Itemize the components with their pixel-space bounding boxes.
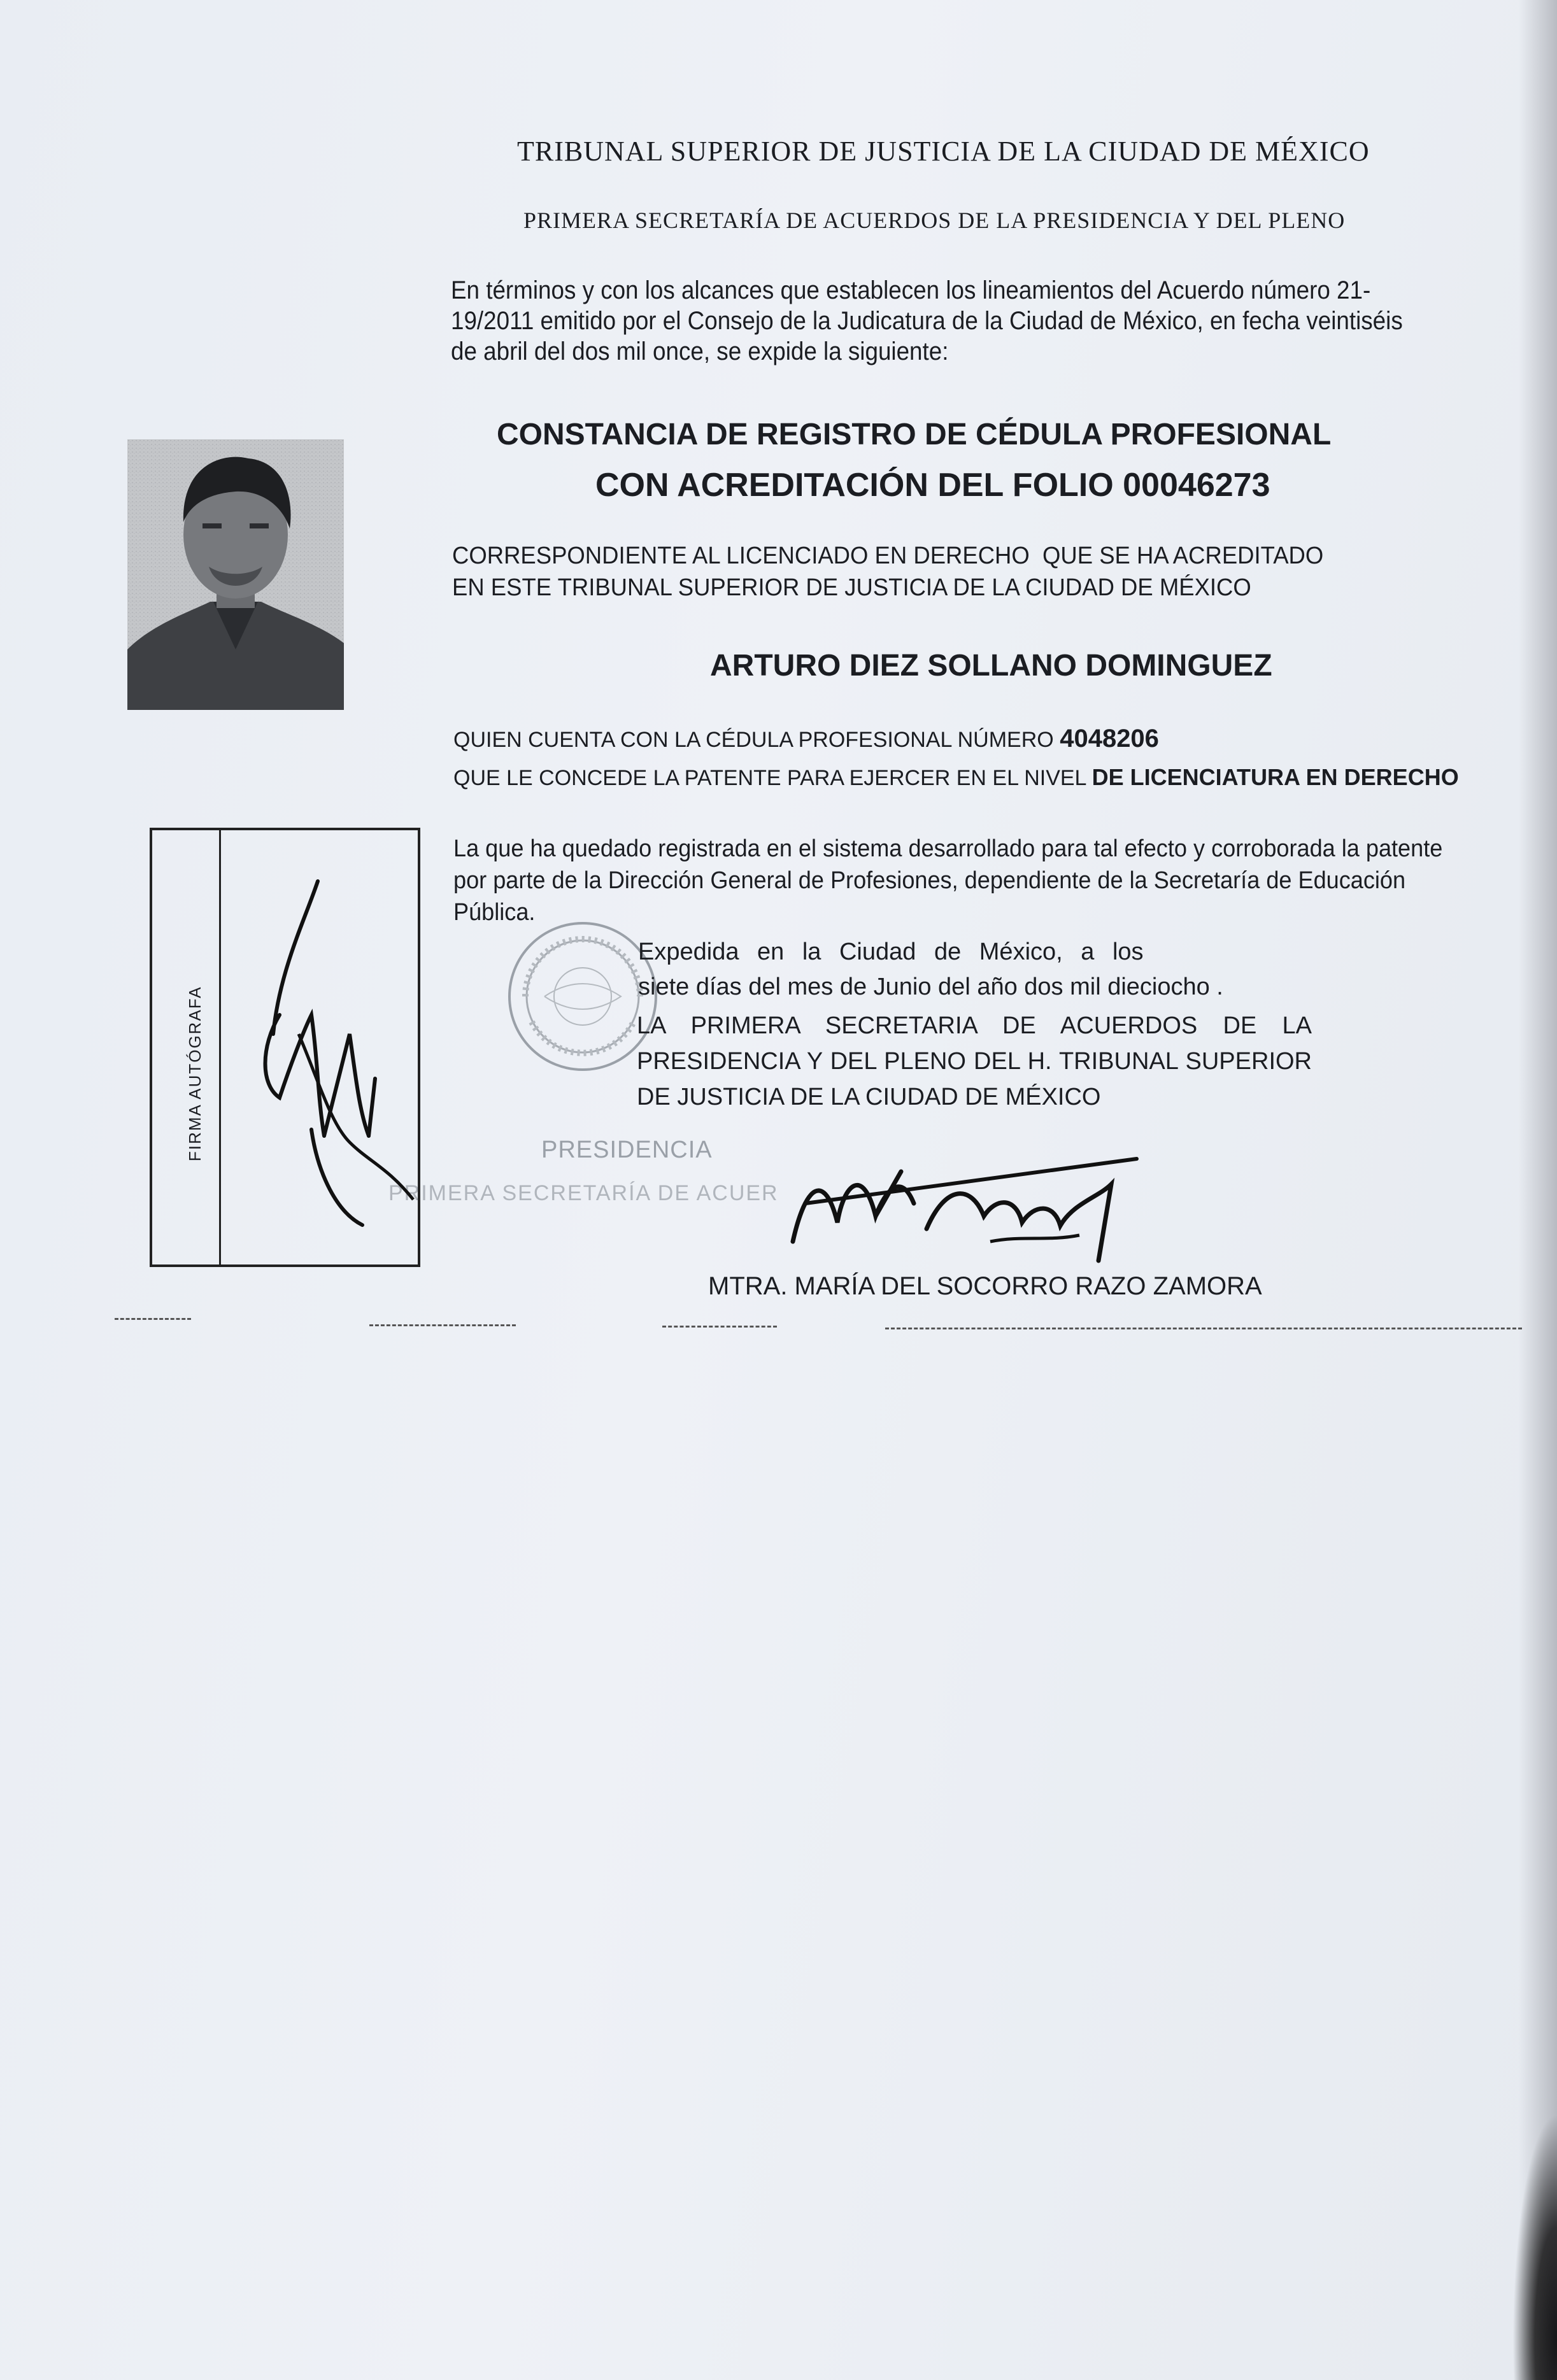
department-title: PRIMERA SECRETARÍA DE ACUERDOS DE LA PRESIDENCIA Y DEL PLENO xyxy=(523,208,1346,233)
cut-line-segment xyxy=(662,1326,777,1328)
signature-box-divider xyxy=(219,830,221,1264)
certificate-title-line2: CON ACREDITACIÓN DEL FOLIO 00046273 xyxy=(595,467,1270,504)
registration-paragraph: La que ha quedado registrada en el sistema desarrollado para tal efecto y corroborada la patente por parte de la Dirección General de Profesiones, dependiente de la Secretaría de Educación Pública. xyxy=(453,835,1443,926)
signature-box xyxy=(150,828,420,1267)
stamp-presidencia: PRESIDENCIA xyxy=(541,1137,713,1163)
certificate-title-line1: CONSTANCIA DE REGISTRO DE CÉDULA PROFESIONAL xyxy=(497,418,1332,451)
holder-name: ARTURO DIEZ SOLLANO DOMINGUEZ xyxy=(710,649,1272,683)
signature-box-label: FIRMA AUTÓGRAFA xyxy=(185,986,204,1161)
issue-line2: siete días del mes de Junio del año dos mil dieciocho . xyxy=(638,974,1223,1000)
stamp-secretaria: PRIMERA SECRETARÍA DE ACUER xyxy=(388,1181,779,1205)
cut-line-segment xyxy=(885,1328,1522,1329)
official-seal xyxy=(506,901,659,1095)
signatory-name: MTRA. MARÍA DEL SOCORRO RAZO ZAMORA xyxy=(708,1272,1262,1300)
secretary-signature xyxy=(780,1146,1149,1277)
cut-line-segment xyxy=(115,1318,191,1320)
issue-date-text xyxy=(638,935,1223,1005)
patente-level: DE LICENCIATURA EN DERECHO xyxy=(1091,764,1459,790)
issuing-office-text: LA PRIMERA SECRETARIA DE ACUERDOS DE LA PRESIDENCIA Y DEL PLENO DEL H. TRIBUNAL SUPERIOR DE JUSTICIA DE LA CIUDAD DE MÉXICO xyxy=(637,1012,1312,1110)
institution-title: TRIBUNAL SUPERIOR DE JUSTICIA DE LA CIUDAD DE MÉXICO xyxy=(517,136,1370,167)
correspondence-line1: CORRESPONDIENTE AL LICENCIADO EN DERECHO QUE SE HA ACREDITADO xyxy=(452,542,1324,569)
cut-line-segment xyxy=(369,1324,516,1326)
intro-paragraph: En términos y con los alcances que establecen los lineamientos del Acuerdo número 21-19/2011 emitido por el Consejo de la Judicatura de la Ciudad de México, en fecha veintiséis de abril del dos mil once, se expide la siguiente: xyxy=(451,276,1403,365)
page-corner-shadow xyxy=(1512,2113,1557,2380)
cedula-prefix: QUIEN CUENTA CON LA CÉDULA PROFESIONAL NÚMERO xyxy=(453,728,1054,752)
cedula-number: 4048206 xyxy=(1060,725,1159,753)
correspondence-text xyxy=(452,540,1323,604)
holder-photo xyxy=(127,439,344,710)
correspondence-line2: EN ESTE TRIBUNAL SUPERIOR DE JUSTICIA DE LA CIUDAD DE MÉXICO xyxy=(452,574,1251,601)
holder-signature xyxy=(222,868,420,1250)
cedula-line xyxy=(453,725,1159,753)
patente-line xyxy=(453,764,1459,791)
patente-prefix: QUE LE CONCEDE LA PATENTE PARA EJERCER EN EL NIVEL xyxy=(453,766,1086,790)
issue-line1: Expedida en la Ciudad de México, a los xyxy=(638,939,1144,965)
